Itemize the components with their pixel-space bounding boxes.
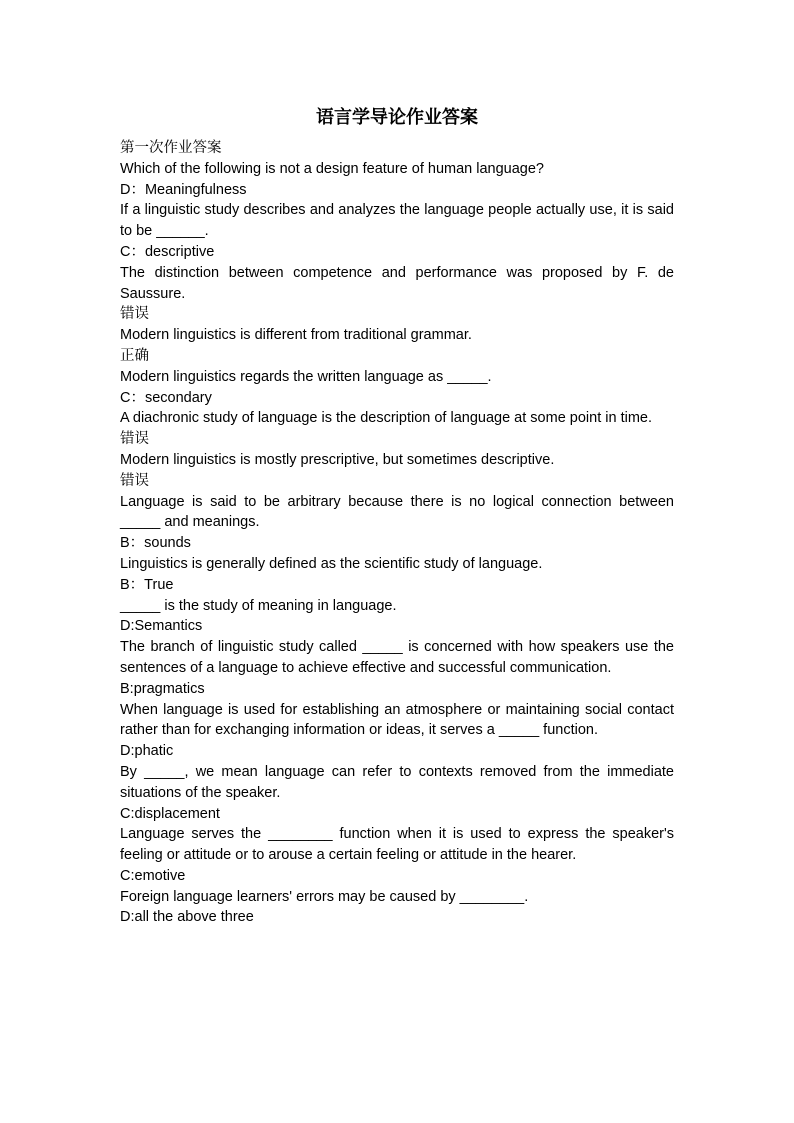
question-text: When language is used for establishing an atmosphere or maintaining social contact rather than for exchanging information or ideas, it serves a _____ function. bbox=[120, 701, 674, 739]
answer-text: 错误 bbox=[120, 306, 149, 323]
answer-text: C：descriptive bbox=[120, 243, 215, 260]
answer-text: 错误 bbox=[120, 431, 149, 448]
answer-text: C：secondary bbox=[120, 389, 212, 406]
answer-text: D:all the above three bbox=[120, 909, 254, 926]
question-text: Language is said to be arbitrary because there is no logical connection between _____ and meanings. bbox=[120, 493, 674, 531]
answer-text: C:emotive bbox=[120, 867, 186, 884]
question-text: A diachronic study of language is the description of language at some point in time. bbox=[120, 410, 652, 427]
question-text: Modern linguistics regards the written language as _____. bbox=[120, 368, 492, 385]
answer-text: C:displacement bbox=[120, 805, 220, 822]
question-text: Linguistics is generally defined as the scientific study of language. bbox=[120, 555, 543, 572]
page-title: 语言学导论作业答案 bbox=[316, 107, 478, 128]
answer-text: 正确 bbox=[120, 347, 149, 364]
document-body bbox=[120, 138, 674, 928]
answer-text: B:pragmatics bbox=[120, 680, 205, 697]
question-text: The branch of linguistic study called _____ is concerned with how speakers use the sentences of a language to achieve effective and successful communication. bbox=[120, 639, 674, 676]
question-text: If a linguistic study describes and analyzes the language people actually use, it is said to be ______. bbox=[120, 202, 674, 240]
answer-text: B：sounds bbox=[120, 535, 191, 552]
answer-text: 错误 bbox=[120, 472, 149, 489]
answer-text: D：Meaningfulness bbox=[120, 181, 247, 198]
question-text: _____ is the study of meaning in language. bbox=[120, 597, 397, 614]
section-heading: 第一次作业答案 bbox=[120, 140, 222, 156]
answer-text: B：True bbox=[120, 576, 174, 593]
question-text: By _____, we mean language can refer to contexts removed from the immediate situations of the speaker. bbox=[120, 763, 674, 801]
answer-text: D:Semantics bbox=[120, 618, 203, 635]
question-text: Modern linguistics is mostly prescriptive, but sometimes descriptive. bbox=[120, 451, 555, 468]
question-text: Modern linguistics is different from traditional grammar. bbox=[120, 327, 472, 344]
question-text: Which of the following is not a design feature of human language? bbox=[120, 160, 544, 177]
question-text: Language serves the ________ function when it is used to express the speaker's feeling or attitude or to arouse a certain feeling or attitude in the hearer. bbox=[120, 826, 674, 864]
question-text: The distinction between competence and performance was proposed by F. de Saussure. bbox=[120, 264, 674, 302]
answer-text: D:phatic bbox=[120, 743, 174, 760]
question-text: Foreign language learners' errors may be caused by ________. bbox=[120, 888, 529, 905]
